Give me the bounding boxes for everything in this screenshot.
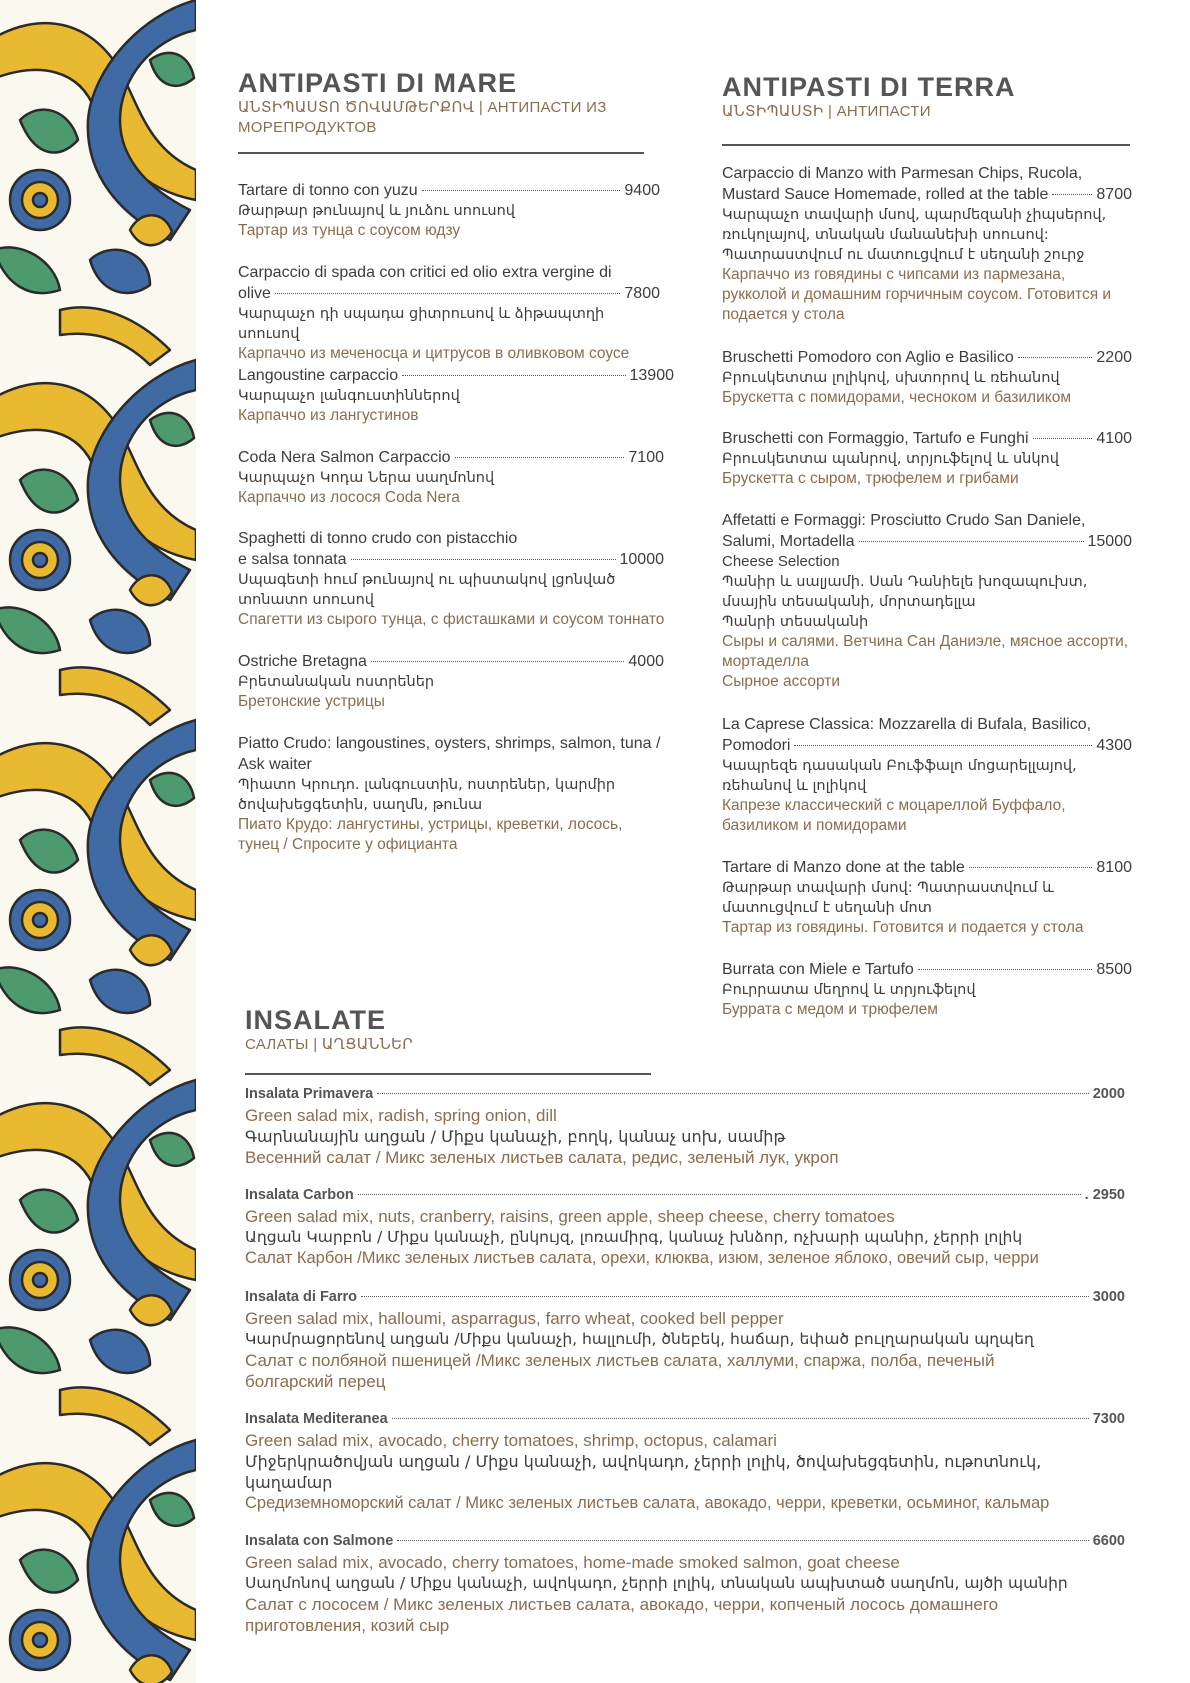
menu-item (238, 528, 664, 630)
item-english: Green salad mix, avocado, cherry tomatoes, home-made smoked salmon, goat cheese (245, 1553, 900, 1572)
item-price: 13900 (629, 367, 674, 384)
item-name: Piatto Crudo: langoustines, oysters, shrimps, salmon, tuna / Ask waiter (238, 735, 661, 773)
menu-item (722, 959, 1132, 1020)
item-russian: Капрезе классический с моцареллой Буффало, базиликом и помидорами (722, 797, 1066, 834)
menu-item (722, 347, 1132, 408)
item-english: Green salad mix, halloumi, asparragus, farro wheat, cooked bell pepper (245, 1309, 784, 1328)
item-russian: Салат с полбяной пшеницей /Микс зеленых листьев салата, халлуми, спаржа, полба, печеный болгарский перец (245, 1351, 995, 1391)
item-name: Bruschetti Pomodoro con Aglio e Basilico (722, 349, 1014, 366)
item-russian: Брускетта с сыром, трюфелем и грибами (722, 470, 1019, 487)
item-russian-2: Сырное ассорти (722, 673, 841, 690)
item-name-line1: Affetatti e Formaggi: Prosciutto Crudo San Daniele, (722, 512, 1086, 529)
item-name: Pomodori (722, 737, 791, 754)
item-russian: Буррата с медом и трюфелем (722, 1001, 938, 1018)
item-name: Tartare di tonno con yuzu (238, 182, 418, 199)
item-price: 8700 (1096, 186, 1132, 203)
item-name: olive (238, 285, 271, 302)
item-name-line1: La Caprese Classica: Mozzarella di Bufala, Basilico, (722, 716, 1092, 733)
item-name: Ostriche Bretagna (238, 653, 367, 670)
item-armenian: Բրուսկետտա պանրով, տրյուֆելով և սնկով (722, 451, 1059, 467)
item-price: 7100 (628, 449, 664, 466)
item-name-line1: Carpaccio di spada con critici ed olio extra vergine di (238, 264, 612, 281)
menu-item (238, 651, 664, 712)
menu-item (245, 1084, 1125, 1168)
item-armenian: Բուրրատա մեղրով և տրյուֆելով (722, 982, 976, 998)
divider (238, 152, 644, 154)
menu-item (238, 733, 678, 855)
item-russian: Пиато Крудо: лангустины, устрицы, креветки, лосось, тунец / Спросите у официанта (238, 816, 623, 853)
item-russian: Весенний салат / Микс зеленых листьев салата, редис, зеленый лук, укроп (245, 1148, 839, 1167)
item-russian: Спагетти из сырого тунца, с фисташками и соусом тоннато (238, 611, 665, 628)
item-armenian: Կարպաչո Կոդա Ներա սաղմոնով (238, 470, 495, 486)
item-price: 7300 (1092, 1411, 1125, 1427)
menu-item (722, 510, 1132, 692)
item-price: 2000 (1092, 1086, 1125, 1102)
menu-item (238, 447, 664, 508)
item-name: Coda Nera Salmon Carpaccio (238, 449, 451, 466)
item-name: Insalata di Farro (245, 1289, 358, 1305)
item-name: Insalata Mediteranea (245, 1411, 388, 1427)
item-price: 4100 (1096, 430, 1132, 447)
item-armenian: Թարթար թունայով և յուձու սոուսով (238, 203, 516, 219)
item-price: 7800 (624, 285, 660, 302)
item-armenian: Կապրեզե դասական Բուֆֆալո մոցարելլայով, ռեհանով և լոլիկով (722, 758, 1077, 794)
item-english: Green salad mix, radish, spring onion, dill (245, 1106, 557, 1125)
section-subtitle: ԱՆՏԻՊԱՍՏԻ | АНТИПАСТИ (722, 103, 931, 120)
item-english: Green salad mix, avocado, cherry tomatoes, shrimp, octopus, calamari (245, 1431, 777, 1450)
decorative-tile-border (0, 0, 196, 1683)
item-armenian: Աղցան Կարբոն / Միքս կանաչի, ընկույզ, լոռամիրգ, կանաչ խնձոր, ոչխարի պանիր, չերրի լոլիկ (245, 1228, 1023, 1246)
menu-item (245, 1185, 1125, 1269)
item-armenian: Գարնանային աղցան / Միքս կանաչի, բողկ, կանաչ սոխ, սամիթ (245, 1127, 786, 1146)
item-price: 4000 (628, 653, 664, 670)
menu-item (238, 262, 660, 364)
item-armenian-2: Պանրի տեսականի (722, 614, 869, 630)
divider (722, 144, 1130, 146)
item-price: 3000 (1092, 1289, 1125, 1305)
menu-item (238, 365, 674, 426)
item-russian: Карпаччо из меченосца и цитрусов в оливковом соусе (238, 345, 630, 362)
item-extra: Cheese Selection (722, 553, 840, 570)
item-price: 8100 (1096, 859, 1132, 876)
item-russian: Салат с лососем / Микс зеленых листьев салата, авокадо, черри, копченый лосось домашнего приготовления, козий сыр (245, 1595, 999, 1635)
menu-item (245, 1531, 1125, 1636)
item-armenian: Կարպաչո դի սպադա ցիտրուսով և ձիթապտղի սոուսով (238, 306, 605, 342)
section-title: ANTIPASTI DI MARE (238, 68, 517, 98)
item-name-line1: Carpaccio di Manzo with Parmesan Chips, Rucola, (722, 165, 1083, 182)
item-armenian: Բրետանական ոստրեներ (238, 674, 435, 690)
section-subtitle: САЛАТЫ | ԱՂՑԱՆՆԵՐ (245, 1036, 413, 1053)
item-russian: Тартар из тунца с соусом юдзу (238, 222, 461, 239)
item-russian: Карпаччо из говядины с чипсами из пармезана, рукколой и домашним горчичным соусом. Готовится и подается у стола (722, 266, 1112, 323)
section-title: INSALATE (245, 1005, 386, 1035)
divider (245, 1073, 651, 1075)
section-insalate-header (245, 1005, 651, 1075)
tile-pattern-illustration (0, 0, 196, 1683)
item-russian: Средиземноморский салат / Микс зеленых листьев салата, авокадо, черри, креветки, осьминог, кальмар (245, 1494, 1050, 1512)
item-name: Bruschetti con Formaggio, Tartufo e Funghi (722, 430, 1029, 447)
item-russian: Тартар из говядины. Готовится и подается у стола (722, 919, 1084, 936)
section-terra-header (722, 72, 1130, 146)
item-armenian: Սաղմոնով աղցան / Միքս կանաչի, ավոկադո, չերրի լոլիկ, տնական ապխտած սաղմոն, այծի պանիր (245, 1574, 1068, 1592)
item-armenian: Կարպաչո տավարի մսով, պարմեզանի չիպսերով, ռուկոլայով, տնական մանանեխի սոուսով: Պատրաստվում ու մատուցվում է սեղանի շուրջ (722, 207, 1107, 263)
item-armenian: Սպագետի հում թունայով ու պիստակով լցոնված տոնատո սոուսով (238, 572, 616, 608)
item-russian: Сыры и салями. Ветчина Сан Даниэле, мясное ассорти, мортаделла (722, 633, 1129, 670)
section-title: ANTIPASTI DI TERRA (722, 72, 1016, 102)
item-armenian: Թարթար տավարի մսով: Պատրաստվում և մատուցվում է սեղանի մոտ (722, 880, 1054, 916)
item-armenian: Կարպաչո լանգուստիններով (238, 388, 460, 404)
item-price: 8500 (1096, 961, 1132, 978)
item-name: e salsa tonnata (238, 551, 347, 568)
item-price: 2200 (1096, 349, 1132, 366)
item-name: Salumi, Mortadella (722, 533, 855, 550)
item-russian: Салат Карбон /Микс зеленых листьев салата, орехи, клюква, изюм, зеленое яблоко, овечий сыр, черри (245, 1249, 1039, 1267)
item-armenian: Պիատո Կրուդո. լանգուստին, ոստրեներ, կարմիր ծովախեցգետին, սաղմն, թունա (238, 777, 616, 813)
item-armenian: Կարմրացորենով աղցան /Միքս կանաչի, հալլումի, ծնեբեկ, հաճար, եփած բուլղարական պղպեղ (245, 1330, 1034, 1348)
item-price: 4300 (1096, 737, 1132, 754)
item-name: Insalata Primavera (245, 1086, 374, 1102)
menu-item (722, 428, 1132, 489)
item-name: Mustard Sauce Homemade, rolled at the table (722, 186, 1049, 203)
item-name: Insalata con Salmone (245, 1533, 394, 1549)
item-name: Langoustine carpaccio (238, 367, 399, 384)
menu-item (722, 857, 1132, 938)
menu-item (722, 163, 1132, 325)
item-russian: Бретонские устрицы (238, 693, 385, 710)
item-russian: Карпаччо из лангустинов (238, 407, 419, 424)
item-russian: Брускетта с помидорами, чесноком и базиликом (722, 389, 1071, 406)
item-armenian: Պանիր և սալյամի. Սան Դանիելե խոզապուխտ, մսային տեսականի, մորտադելլա (722, 574, 1088, 610)
menu-item (245, 1409, 1125, 1514)
menu-item (245, 1287, 1125, 1392)
menu-item (722, 714, 1132, 836)
item-name: Tartare di Manzo done at the table (722, 859, 965, 876)
item-price: 6600 (1092, 1533, 1125, 1549)
section-subtitle: ԱՆՏԻՊԱՍՏՈ ԾՈՎԱՄԹԵՐՔՈՎ | АНТИПАСТИ ИЗ МОРЕПРОДУКТОВ (238, 99, 607, 136)
item-name-line1: Spaghetti di tonno crudo con pistacchio (238, 530, 518, 547)
section-mare-header (238, 68, 644, 154)
menu-item (238, 180, 660, 241)
item-name: Insalata Carbon (245, 1187, 354, 1203)
item-russian: Карпаччо из лосося Coda Nera (238, 489, 460, 506)
item-price: 9400 (624, 182, 660, 199)
item-english: Green salad mix, nuts, cranberry, raisins, green apple, sheep cheese, cherry tomatoes (245, 1207, 895, 1226)
item-name: Burrata con Miele e Tartufo (722, 961, 914, 978)
item-price: 10000 (619, 551, 664, 568)
item-price: 15000 (1087, 533, 1132, 550)
item-price: . 2950 (1084, 1187, 1125, 1203)
item-armenian: Բրուսկետտա լոլիկով, սխտորով և ռեհանով (722, 370, 1060, 386)
item-armenian: Միջերկրածովյան աղցան / Միքս կանաչի, ավոկադո, չերրի լոլիկ, ծովախեցգետին, ութոտնուկ, կաղամար (245, 1452, 1042, 1492)
